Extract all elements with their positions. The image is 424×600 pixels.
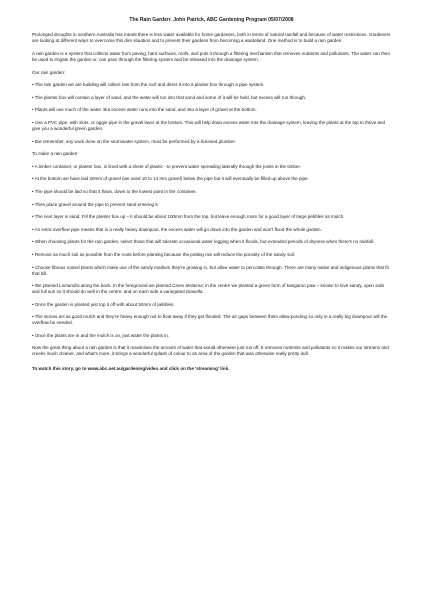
list-item: • The planter box will contain a layer of sand, and the water will run into that sand and some of it will be held, but excess will run through. bbox=[32, 94, 307, 100]
list-item: • Once the plants are in and the mulch is on, just water the plants in. bbox=[32, 332, 170, 338]
conclusion-paragraph: Now the great thing about a rain garden is that it maximises the amount of water that would otherwise just run off. It removes nutrients and pollutants so it makes our streams and creeks much cleaner, and what's more, it brings a wonderful splash of colour to an area of the garden that was otherwise really pretty dull. bbox=[32, 345, 389, 357]
plant-name: Lomandra bbox=[59, 283, 80, 289]
list-item: • Plants will use much of the water. But excess water runs into the sand, and into a layer of gravel at the bottom. bbox=[32, 107, 257, 113]
list-item: • Once the garden is planted just top it off with about 50mm of pebbles. bbox=[32, 301, 175, 307]
list-item: • When choosing plants for the rain garden, select those that will tolerate occasional water logging when it floods, but extended periods of dryness when there's no rainfall. bbox=[32, 239, 375, 245]
section-heading-our-rain-garden: Our rain garden: bbox=[32, 69, 66, 75]
closing-link-text: To watch this story, go to www.abc.net.au/gardening/video and click on the 'streaming' link. bbox=[32, 366, 230, 372]
planted-text: . bbox=[202, 289, 204, 295]
list-item: • Then place gravel around the pipe to prevent sand entering it. bbox=[32, 201, 159, 207]
planted-text: along the back. In the foreground we planted bbox=[79, 283, 173, 289]
list-item-planted bbox=[32, 283, 391, 295]
list-item: • Use a PVC pipe, with slots, or aggie pipe in the gravel layer at the bottom. This will help drain excess water into the drainage system, leaving the plants at the top to thrive and give you a wonderful green garden. bbox=[32, 119, 386, 131]
page-title: The Rain Garden: John Patrick, ABC Gardening Program 05/07/2008 bbox=[129, 17, 294, 23]
section-heading-to-make: To make a rain garden: bbox=[32, 151, 79, 157]
list-item: • Choose fibrous rooted plants which make use of the sandy medium they're growing in, but allow water to percolate through. There are many native and indigenous plants that fit that bill. bbox=[32, 264, 389, 276]
plant-name: Carex testacea bbox=[172, 283, 203, 289]
list-item: • The next layer is sand. Fill the planter box up – it should be about 100mm from the top, but leave enough room for a good layer of large pebbles as mulch. bbox=[32, 214, 345, 220]
list-item: • But remember, any work done on the stormwater system, must be performed by a licensed plumber. bbox=[32, 138, 237, 144]
intro-paragraph: Prolonged droughts in southern Australia has meant there is less water available for home gardeners, both in terms of natural rainfall and because of water restrictions. Gardeners are looking at different ways to overcome this dire situation and to prevent their gardens from becoming a wasteland. One method is to build a rain garden. bbox=[32, 32, 391, 44]
planted-text: ; in the centre we planted a green form of kangaroo paw – known to love sandy, open soils and full sun so it should do well in the centre; and on each side a variegated bbox=[32, 283, 385, 295]
list-item: • At the bottom we have laid 20mm of gravel (we used 10 to 14 mm gravel) below the pipe but it will eventually be filled up above the pipe. bbox=[32, 176, 309, 182]
list-item: • An extra overflow pipe means that in a really heavy downpour, the excess water will go down into the garden and won't flood the whole garden. bbox=[32, 226, 322, 232]
list-item: • The rain garden we are building will collect rain from the roof and direct it into a planter box through a pipe system. bbox=[32, 82, 265, 88]
list-item: • The stones act as good mulch and they're heavy enough not to float away if they get flooded. The air gaps between them allow ponding so only in a really big downpour will the overflow be needed. bbox=[32, 314, 388, 326]
list-item: • A timber container, or planter box, is lined with a sheet of plastic - to prevent water spreading laterally through the joints in the timber. bbox=[32, 163, 301, 169]
plant-name: Dianella bbox=[185, 289, 203, 295]
planted-text: • We planted bbox=[32, 283, 60, 289]
list-item: • Remove as much soil as possible from the roots before planting because the potting mix will reduce the porosity of the sandy soil. bbox=[32, 251, 296, 257]
intro-paragraph: A rain garden is a system that collects water from paving, hard surfaces, roofs, and puts it through a filtering mechanism that removes nutrients and pollutants. The water can then be used to irrigate the garden or, can pass through the filtering system and be released into the drainage system. bbox=[32, 51, 391, 62]
list-item: • The pipe should be laid so that it flows, down to the lowest point in the container. bbox=[32, 188, 197, 194]
